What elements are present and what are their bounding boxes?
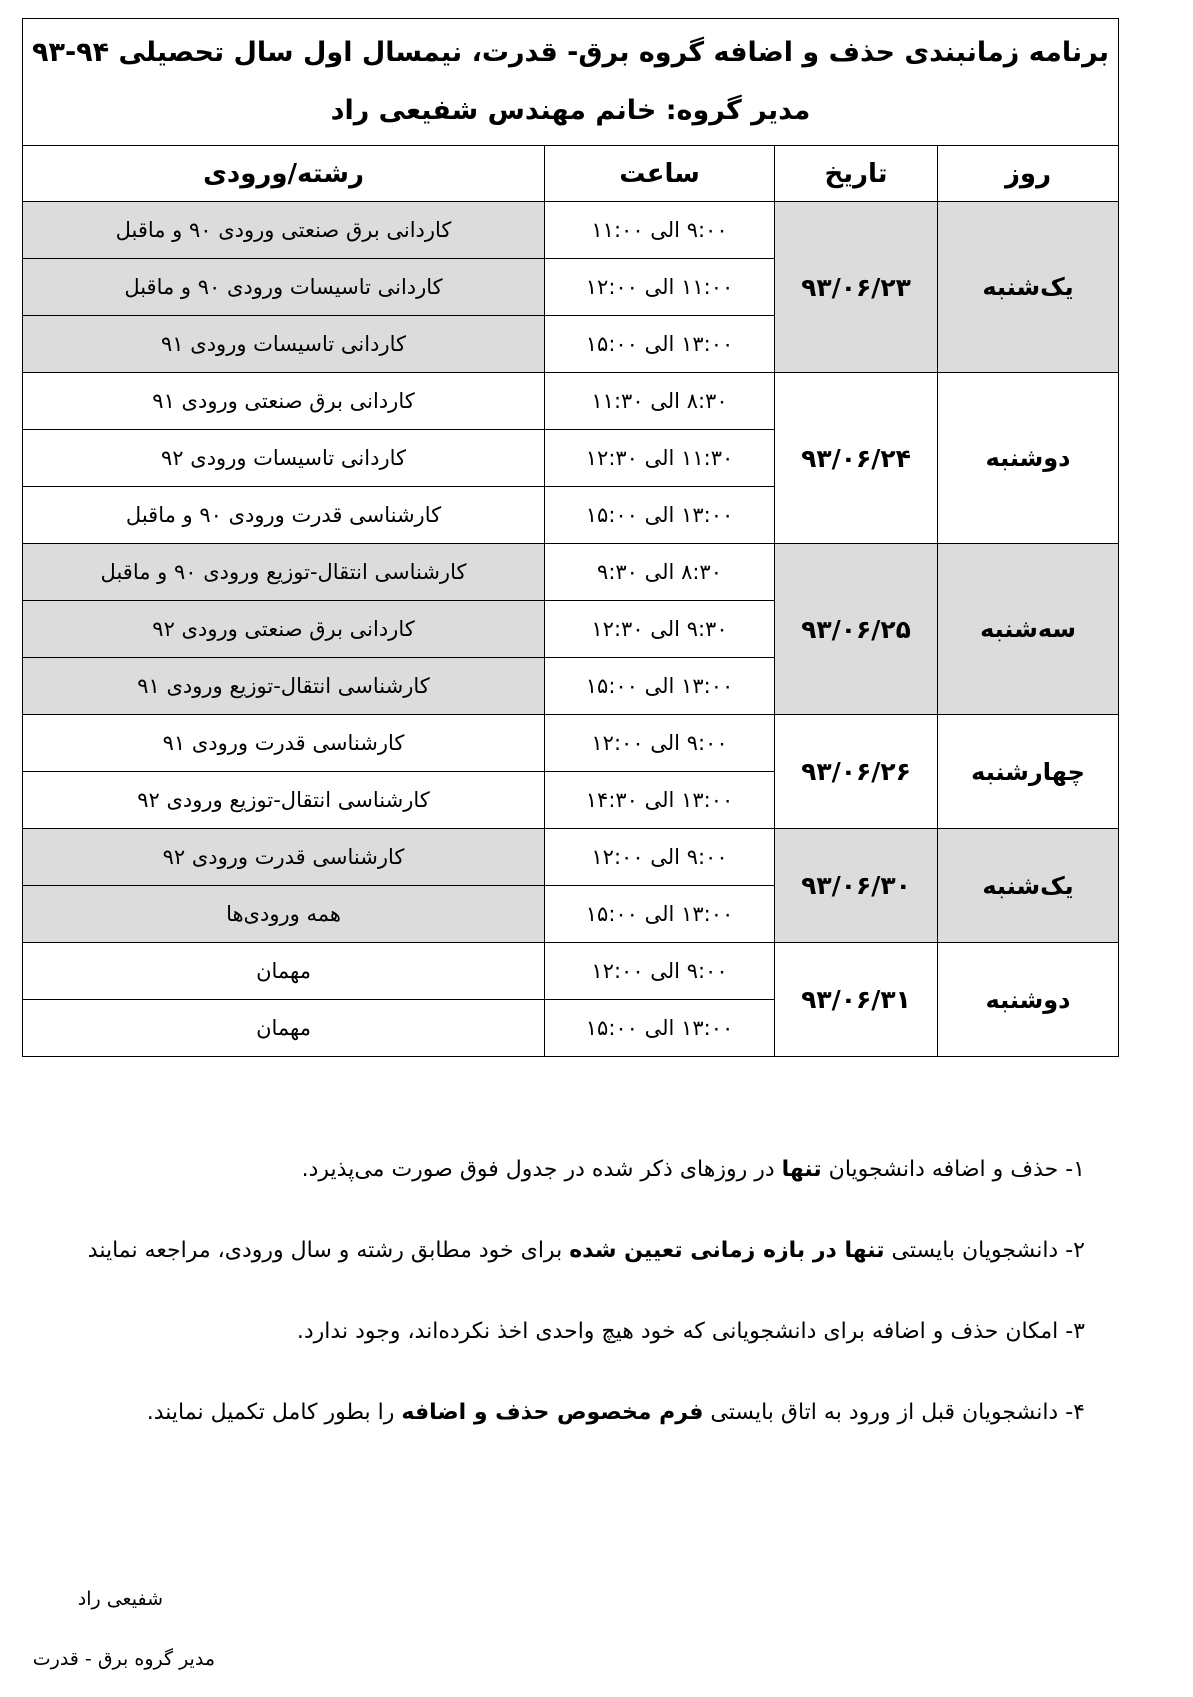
signature-title: مدیر گروه برق - قدرت bbox=[32, 1648, 215, 1670]
time-cell: ۱۳:۰۰ الی ۱۵:۰۰ bbox=[545, 886, 775, 943]
title-line-1: برنامه زمانبندی حذف و اضافه گروه برق- قدرت، نیمسال اول سال تحصیلی ۹۴-۹۳ bbox=[31, 37, 1110, 68]
day-cell: یک‌شنبه bbox=[938, 829, 1119, 943]
note-text: برای خود مطابق رشته و سال ورودی، مراجعه نمایند bbox=[87, 1238, 570, 1263]
date-cell: ۹۳/۰۶/۳۰ bbox=[775, 829, 938, 943]
program-cell: کاردانی برق صنعتی ورودی ۹۱ bbox=[23, 373, 545, 430]
note-item bbox=[0, 1395, 1085, 1476]
schedule-table bbox=[22, 18, 1119, 1057]
time-cell: ۱۱:۰۰ الی ۱۲:۰۰ bbox=[545, 259, 775, 316]
header-program: رشته/ورودی bbox=[23, 146, 545, 202]
program-cell: مهمان bbox=[23, 943, 545, 1000]
program-cell: کاردانی برق صنعتی ورودی ۹۰ و ماقبل bbox=[23, 202, 545, 259]
day-cell: چهارشنبه bbox=[938, 715, 1119, 829]
program-cell: کارشناسی انتقال-توزیع ورودی ۹۰ و ماقبل bbox=[23, 544, 545, 601]
note-text: ۳- امکان حذف و اضافه برای دانشجویانی که خود هیچ واحدی اخذ نکرده‌اند، وجود ندارد. bbox=[296, 1319, 1085, 1344]
program-cell: کارشناسی قدرت ورودی ۹۱ bbox=[23, 715, 545, 772]
time-cell: ۱۳:۰۰ الی ۱۵:۰۰ bbox=[545, 316, 775, 373]
time-cell: ۱۱:۳۰ الی ۱۲:۳۰ bbox=[545, 430, 775, 487]
time-cell: ۱۳:۰۰ الی ۱۵:۰۰ bbox=[545, 1000, 775, 1057]
program-cell: کاردانی تاسیسات ورودی ۹۰ و ماقبل bbox=[23, 259, 545, 316]
time-cell: ۱۳:۰۰ الی ۱۴:۳۰ bbox=[545, 772, 775, 829]
day-cell: یک‌شنبه bbox=[938, 202, 1119, 373]
program-cell: کاردانی تاسیسات ورودی ۹۱ bbox=[23, 316, 545, 373]
date-cell: ۹۳/۰۶/۲۶ bbox=[775, 715, 938, 829]
note-item bbox=[0, 1314, 1085, 1395]
time-cell: ۹:۳۰ الی ۱۲:۳۰ bbox=[545, 601, 775, 658]
date-cell: ۹۳/۰۶/۲۴ bbox=[775, 373, 938, 544]
note-item bbox=[0, 1152, 1085, 1233]
title-line-2: مدیر گروه: خانم مهندس شفیعی راد bbox=[330, 95, 811, 126]
header-day: روز bbox=[938, 146, 1119, 202]
table-row bbox=[23, 373, 1119, 430]
day-cell: سه‌شنبه bbox=[938, 544, 1119, 715]
program-cell: مهمان bbox=[23, 1000, 545, 1057]
time-cell: ۸:۳۰ الی ۹:۳۰ bbox=[545, 544, 775, 601]
table-row bbox=[23, 829, 1119, 886]
table-row bbox=[23, 202, 1119, 259]
time-cell: ۹:۰۰ الی ۱۲:۰۰ bbox=[545, 829, 775, 886]
note-text: ۲- دانشجویان بایستی bbox=[884, 1238, 1085, 1263]
table-row bbox=[23, 544, 1119, 601]
day-cell: دوشنبه bbox=[938, 943, 1119, 1057]
time-cell: ۱۳:۰۰ الی ۱۵:۰۰ bbox=[545, 658, 775, 715]
program-cell: کارشناسی قدرت ورودی ۹۲ bbox=[23, 829, 545, 886]
notes-list bbox=[0, 1152, 1085, 1476]
signature-name: شفیعی راد bbox=[77, 1588, 163, 1610]
table-row bbox=[23, 715, 1119, 772]
header-row bbox=[23, 146, 1119, 202]
time-cell: ۹:۰۰ الی ۱۲:۰۰ bbox=[545, 715, 775, 772]
note-emphasis: فرم مخصوص حذف و اضافه bbox=[401, 1400, 704, 1425]
date-cell: ۹۳/۰۶/۳۱ bbox=[775, 943, 938, 1057]
table-title bbox=[23, 19, 1119, 146]
note-text: را بطور کامل تکمیل نمایند. bbox=[146, 1400, 402, 1425]
table-row bbox=[23, 943, 1119, 1000]
time-cell: ۸:۳۰ الی ۱۱:۳۰ bbox=[545, 373, 775, 430]
header-time: ساعت bbox=[545, 146, 775, 202]
program-cell: کارشناسی انتقال-توزیع ورودی ۹۲ bbox=[23, 772, 545, 829]
header-date: تاریخ bbox=[775, 146, 938, 202]
note-text: در روزهای ذکر شده در جدول فوق صورت می‌پذیرد. bbox=[301, 1157, 782, 1182]
time-cell: ۹:۰۰ الی ۱۲:۰۰ bbox=[545, 943, 775, 1000]
time-cell: ۱۳:۰۰ الی ۱۵:۰۰ bbox=[545, 487, 775, 544]
day-cell: دوشنبه bbox=[938, 373, 1119, 544]
note-emphasis: تنها bbox=[781, 1157, 822, 1182]
program-cell: کاردانی برق صنعتی ورودی ۹۲ bbox=[23, 601, 545, 658]
date-cell: ۹۳/۰۶/۲۵ bbox=[775, 544, 938, 715]
program-cell: همه ورودی‌ها bbox=[23, 886, 545, 943]
date-cell: ۹۳/۰۶/۲۳ bbox=[775, 202, 938, 373]
program-cell: کارشناسی انتقال-توزیع ورودی ۹۱ bbox=[23, 658, 545, 715]
program-cell: کارشناسی قدرت ورودی ۹۰ و ماقبل bbox=[23, 487, 545, 544]
note-text: ۴- دانشجویان قبل از ورود به اتاق بایستی bbox=[703, 1400, 1085, 1425]
note-item bbox=[0, 1233, 1085, 1314]
program-cell: کاردانی تاسیسات ورودی ۹۲ bbox=[23, 430, 545, 487]
note-emphasis: تنها در بازه زمانی تعیین شده bbox=[569, 1238, 885, 1263]
note-text: ۱- حذف و اضافه دانشجویان bbox=[821, 1157, 1085, 1182]
time-cell: ۹:۰۰ الی ۱۱:۰۰ bbox=[545, 202, 775, 259]
